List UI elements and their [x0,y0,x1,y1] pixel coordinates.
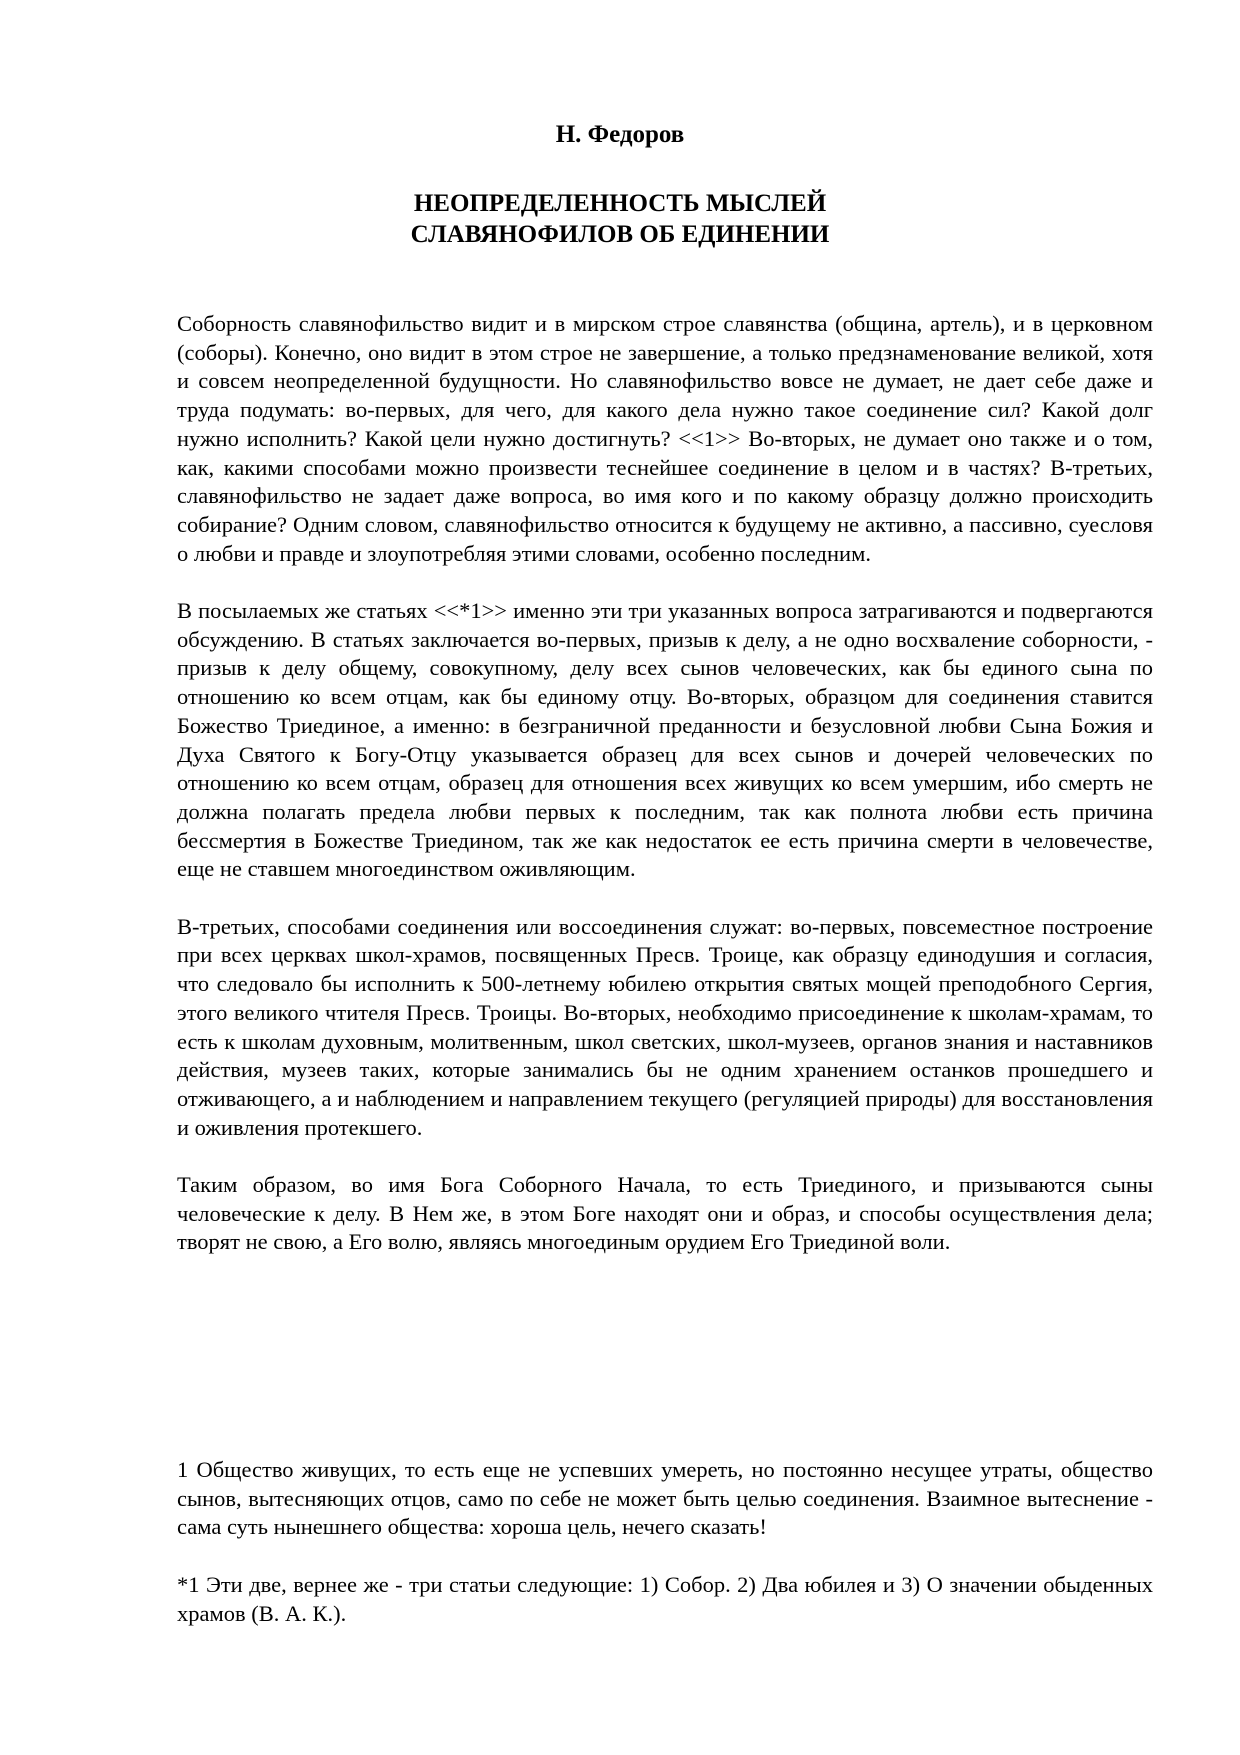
footnote: *1 Эти две, вернее же - три статьи следующие: 1) Собор. 2) Два юбилея и 3) О значении обыденных храмов (В. А. К.). [177,1571,1153,1626]
author-name: Н. Федоров [555,121,685,148]
title-line: НЕОПРЕДЕЛЕННОСТЬ МЫСЛЕЙ [413,190,827,217]
paragraph: Соборность славянофильство видит и в мирском строе славянства (община, артель), и в церковном (соборы). Конечно, оно видит в этом строе не завершение, а только предзнаменование великой, хотя и совсем неопределенной будущности. Но славянофильство вовсе не думает, не дает себе даже и труда подумать: во-первых, для чего, для какого дела нужно такое соединение сил? Какой долг нужно исполнить? Какой цели нужно достигнуть? <<1>> Во-вторых, не думает оно также и о том, как, какими способами можно произвести теснейшее соединение в целом и в частях? В-третьих, славянофильство не задает даже вопроса, во имя кого и по какому образцу должно происходить собирание? Одним словом, славянофильство относится к будущему не активно, а пассивно, суесловя о любви и правде и злоупотребляя этими словами, особенно последним. [177,311,1153,566]
document-title [0,188,1240,250]
title-line: СЛАВЯНОФИЛОВ ОБ ЕДИНЕНИИ [410,221,830,248]
paragraph: В-третьих, способами соединения или воссоединения служат: во-первых, повсеместное построение при всех церквах школ-храмов, посвященных Пресв. Троице, как образцу единодушия и согласия, что следовало бы исполнить к 500-летнему юбилею открытия святых мощей преподобного Сергия, этого великого чтителя Пресв. Троицы. Во-вторых, необходимо присоединение к школам-храмам, то есть к школам духовным, молитвенным, школ светских, школ-музеев, органов знания и наставников действия, музеев таких, которые занимались бы не одним хранением останков прошедшего и отживающего, а и наблюдением и направлением текущего (регуляцией природы) для восстановления и оживления протекшего. [177,913,1153,1140]
footnote: 1 Общество живущих, то есть еще не успевших умереть, но постоянно несущее утраты, общество сынов, вытесняющих отцов, само по себе не может быть целью соединения. Взаимное вытеснение - сама суть нынешнего общества: хороша цель, нечего сказать! [177,1457,1153,1540]
footnotes [177,1456,1153,1657]
paragraph: Таким образом, во имя Бога Соборного Начала, то есть Триединого, и призываются сыны человеческие к делу. В Нем же, в этом Боге находят они и образ, и способы осуществления дела; творят не свою, а Его волю, являясь многоединым орудием Его Триединой воли. [177,1172,1153,1255]
body-text [177,310,1153,1286]
paragraph: В посылаемых же статьях <<*1>> именно эти три указанных вопроса затрагиваются и подвергаются обсуждению. В статьях заключается во-первых, призыв к делу, а не одно восхваление соборности, - призыв к делу общему, совокупному, делу всех сынов человеческих, как бы единого сына по отношению ко всем отцам, как бы единому отцу. Во-вторых, образцом для соединения ставится Божество Триединое, а именно: в безграничной преданности и безусловной любви Сына Божия и Духа Святого к Богу-Отцу указывается образец для всех сынов и дочерей человеческих по отношению ко всем отцам, образец для отношения всех живущих ко всем умершим, ибо смерть не должна полагать предела любви первых к последним, так как полнота любви есть причина бессмертия в Божестве Триедином, так же как недостаток ее есть причина смерти в человечестве, еще не ставшем многоединством оживляющим. [177,598,1153,882]
